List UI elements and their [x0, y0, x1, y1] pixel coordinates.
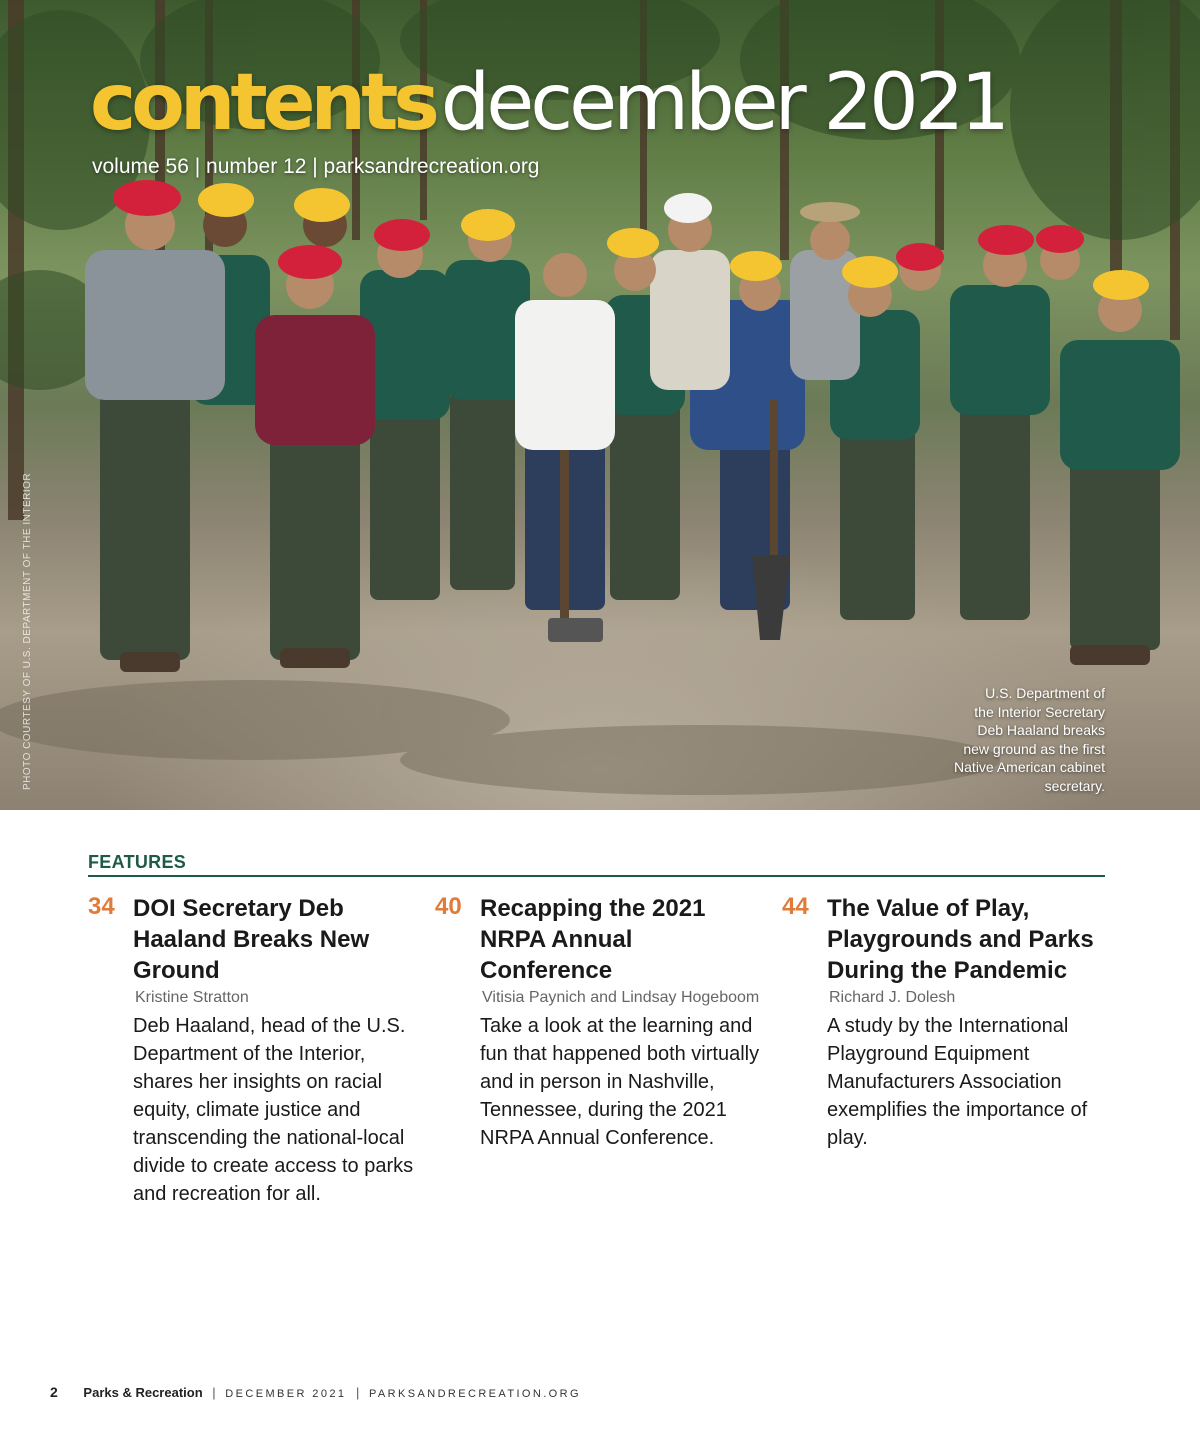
- issue-date: december 2021: [440, 58, 1007, 148]
- caption-line: the Interior Secretary: [974, 703, 1105, 720]
- features-heading: FEATURES: [88, 852, 1105, 877]
- caption-line: Native American cabinet: [954, 759, 1105, 775]
- feature-description: Deb Haaland, head of the U.S. Department of the Interior, shares her insights on racial equity, climate justice and transcending the national-local divide to create access to parks and recreation for all.: [133, 1015, 414, 1205]
- feature-page-number: 34: [88, 893, 115, 920]
- caption-line: secretary.: [1044, 777, 1105, 794]
- feature-title[interactable]: DOI Secretary Deb Haaland Breaks New Ground: [133, 895, 370, 984]
- photo-caption: [915, 684, 1105, 795]
- footer-magazine-name: Parks & Recreation: [83, 1385, 203, 1400]
- feature-title[interactable]: Recapping the 2021 NRPA Annual Conference: [480, 895, 706, 984]
- feature-author: Richard J. Dolesh: [829, 989, 956, 1006]
- footer-page-number: 2: [50, 1384, 58, 1400]
- footer-issue: DECEMBER 2021: [225, 1388, 347, 1400]
- caption-line: Deb Haaland breaks: [977, 722, 1105, 738]
- feature-description: Take a look at the learning and fun that happened both virtually and in person in Nashville, Tennessee, during the 2021 NRPA Annual Conference.: [480, 1015, 760, 1149]
- contents-word: contents: [90, 58, 435, 148]
- feature-description: A study by the International Playground Equipment Manufacturers Association exemplifies the importance of play.: [827, 1015, 1088, 1149]
- masthead: [90, 58, 1006, 148]
- page-footer: [50, 1384, 581, 1400]
- feature-title[interactable]: The Value of Play, Playgrounds and Parks During the Pandemic: [827, 895, 1094, 984]
- footer-website: PARKSANDRECREATION.ORG: [369, 1388, 581, 1400]
- caption-line: new ground as the first: [963, 740, 1105, 757]
- feature-page-number: 40: [435, 893, 462, 920]
- footer-separator: |: [212, 1385, 216, 1400]
- feature-page-number: 44: [782, 893, 809, 920]
- footer-separator: |: [356, 1385, 360, 1400]
- feature-author: Kristine Stratton: [135, 989, 249, 1006]
- feature-author: Vitisia Paynich and Lindsay Hogeboom: [482, 989, 760, 1006]
- caption-line: U.S. Department of: [985, 685, 1105, 701]
- issue-line: volume 56 | number 12 | parksandrecreation.org: [92, 155, 540, 178]
- photo-credit: PHOTO COURTESY OF U.S. DEPARTMENT OF THE INTERIOR: [22, 472, 33, 790]
